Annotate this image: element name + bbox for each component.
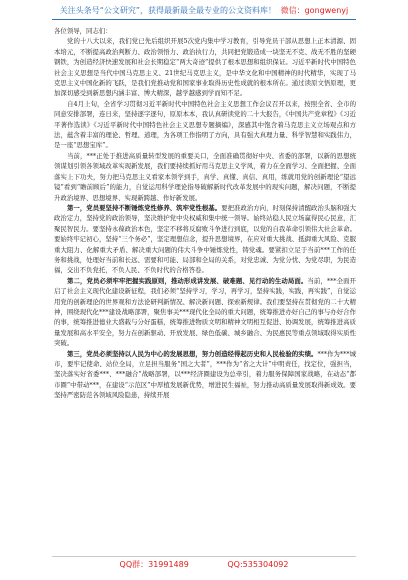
document-body: [54, 26, 356, 401]
paragraph: [54, 151, 356, 203]
paragraph-lead: 第一，党员要坚持不断锤炼党性修养、筑牢党性根基。: [67, 203, 222, 212]
paragraph-text: 自4月上旬，全省学习贯彻习近平新时代中国特色社会主义思想工作会议召开以来，按照全省、全市的同意安排部署，连日来，坚持逐字逐句，原原本本，我认真研读党的二十大报告，《中国共产党章程》《习近平著作选读》《习近平新时代中国特色社会主义思想专题摘编》，深感其中饱含着马克思主义立场观点和方法，蕴含着丰富的理论、哲理、道理，为各项工作指明了方向，具有强大真理力量、科学智慧和实践伟力，是一座“思想宝库”。: [54, 99, 356, 150]
paragraph-lead: 第二，党员必须牢牢把握实践原则，推动形成讲发展、破难题、见行动的生动局面。: [67, 276, 308, 285]
paragraph: [54, 99, 356, 151]
paragraph: [54, 36, 356, 98]
paragraph: [54, 276, 356, 349]
header-promo-text: 关注头条号“公文研究”，获得最新最全最专业的公文资料库！: [59, 6, 277, 15]
paragraph-text: ***作为***城市，要牢记使命、站位全局，立足担当服务“国之大者”，***作为“省之大计”中明责任，找定位，强担当，坚决落实好省委***、***融合”战略部署，以***经济圈建设为总牵引，着力服务保障国家战略，在动态“都市圈”中带动***，在建设“示范区”中厚植发展新优势，增进民生福祉，努力推动高质量发展取得新成效。要坚持严密防范各领域风险隐患，持续开展: [54, 349, 357, 400]
paragraph-text: 当前，***正处于推进高质量转型发展的重要关口，全面准确贯彻好中央、省委的部署，以新的思想统领谋划引领各领域改革实现新发展，我们要持续抓好用马克思主义学风，着力在全面学习、全面把握、全面落实上下功夫，努力把马克思主义看家本领学到手，真学、真懂、真信、真用，练就用党的创新理论“望远镜”看到“瞻前顾后”的能力，自觉运用科学理论指导破解新时代改革发展中的现实问题，解决问题，不断提升政治境界、思想境界、实现新跨越、作好新发展。: [54, 151, 356, 202]
footer: [0, 560, 408, 570]
footer-qq: QQ:535304092: [227, 560, 289, 569]
paragraph: [54, 203, 356, 276]
header-banner: [0, 6, 408, 16]
paragraph-lead: 第三，党员必须坚持以人民为中心的发展思想，努力创造经得起历史和人民检验的实绩。: [67, 349, 318, 358]
footer-divider: [52, 556, 356, 557]
paragraph-text: 党的十八大以来，我们党已先后组织开展5次党内集中学习教育，引导党员干部从思想上正本清源、固本培元，不断提高政治判断力、政治领悟力、政治执行力，共同把党锻造成一块坚无不克、战无不胜的坚硬钢铁，为创造经济快速发展和社会长期稳定“两大奇迹”提供了根本思想和组织保证。习近平新时代中国特色社会主义思想是当代中国马克思主义、21世纪马克思主义，是中华文化和中国精神的时代精华，实现了马克思主义中国化新的飞跃，是我们党推动党和国家事业取得历史性成就的根本所在。通过读原文悟原理，更加深切感受到新思想内涵丰富、博大精深，越学越感到学而知不足。: [54, 37, 356, 98]
paragraph-text: 要把准政治方向，时刻保持清醒政治头脑和强大政治定力，坚持党的政治领导，坚决维护党中央权威和集中统一领导。始终站稳人民立场赢得民心民意，汇聚民智民力。要坚持永葆政治本色，坚定不移将反腐败斗争进行到底，以党的自我革命引领伟大社会革命。要始终牢记初心，坚持“三个务必”，坚定理想信念，提升思想境界，在应对重大挑战、抵御重大风险、克服重大阻力、化解重大矛盾、解决重大问题的伟大斗争中锤炼党性，铸党魂。要紧扣立足于当前***工作的任务和挑战，处理好当前和长远、需要和可能、局部和全局的关系，对党忠诚、为党分忧、为党尽职，为民造福，交出不负党托，不负人民、不负时代的合格答卷。: [54, 203, 356, 275]
salutation: 各位领导，同志们：: [54, 27, 112, 35]
header-divider: [52, 19, 356, 20]
footer-qq-group: QQ群：31991489: [119, 560, 189, 569]
paragraph: [54, 349, 356, 401]
paragraph-text: 当前，***全面开启了社会主义现代化建设新征程，我们必须“坚持学习，学习，再学习，坚持实践，实践，再实践”，自觉运用党的创新理论的世界观和方法论研判新情况、解决新问题、探索新规律。我们要坚持在贯彻党的二十大精神，围绕现代化***建设战略部署，聚焦事关***现代化全局的重大问题，统筹推进办好自己的事与办好合作的事，统筹推进德业大盛载与分好蛋糕，统筹推进物质文明和精神文明相互促进、协调发展，统筹推进高质量发展和高水平安全，努力在创新驱动、开放发展、绿色低碳、城乡融合、为民惠民等重点领域取得实质性突破。: [54, 276, 356, 348]
header-wechat-text: 微信：gongwenyj: [280, 6, 349, 15]
